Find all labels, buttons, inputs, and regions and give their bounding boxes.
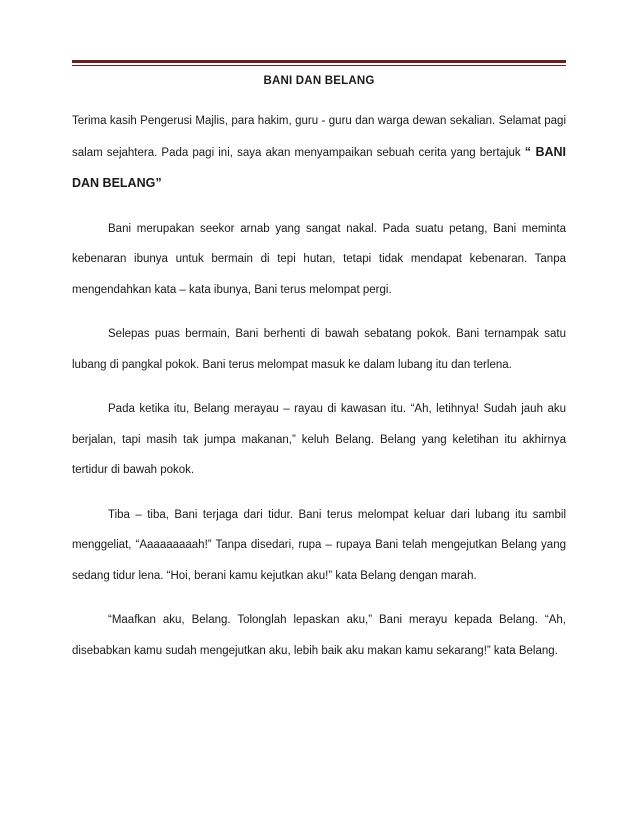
header-rule-thick xyxy=(72,60,566,63)
paragraph-3: Pada ketika itu, Belang merayau – rayau di kawasan itu. “Ah, letihnya! Sudah jauh aku berjalan, tapi masih tak jumpa makanan,” keluh Belang. Belang yang keletihan itu akhirnya tertidur di bawah pokok. xyxy=(72,403,566,476)
intro-paragraph xyxy=(72,106,566,200)
header-rule-thin xyxy=(72,65,566,66)
story-title: “ BANI DAN BELANG” xyxy=(72,144,566,190)
paragraph-1: Bani merupakan seekor arnab yang sangat nakal. Pada suatu petang, Bani meminta kebenaran ibunya untuk bermain di tepi hutan, tetapi tidak mendapat kebenaran. Tanpa mengendahkan kata – kata ibunya, Bani terus melompat pergi. xyxy=(72,222,566,296)
paragraph-4: Tiba – tiba, Bani terjaga dari tidur. Bani terus melompat keluar dari lubang itu sambil menggeliat, “Aaaaaaaaah!” Tanpa disedari, rupa – rupaya Bani telah mengejutkan Belang yang sedang tidur lena. “Hoi, berani kamu kejutkan aku!” kata Belang dengan marah. xyxy=(72,508,566,582)
paragraph-5: “Maafkan aku, Belang. Tolonglah lepaskan aku,” Bani merayu kepada Belang. “Ah, disebabkan kamu sudah mengejutkan aku, lebih baik aku makan kamu sekarang!” kata Belang. xyxy=(72,614,566,657)
document-body xyxy=(72,106,566,666)
document-title: BANI DAN BELANG xyxy=(263,75,375,87)
intro-text: Terima kasih Pengerusi Majlis, para hakim, guru - guru dan warga dewan sekalian. Selamat pagi salam sejahtera. Pada pagi ini, saya akan menyampaikan sebuah cerita yang bertajuk xyxy=(72,115,566,159)
paragraph-2: Selepas puas bermain, Bani berhenti di bawah sebatang pokok. Bani ternampak satu lubang di pangkal pokok. Bani terus melompat masuk ke dalam lubang itu dan terlena. xyxy=(72,328,566,371)
